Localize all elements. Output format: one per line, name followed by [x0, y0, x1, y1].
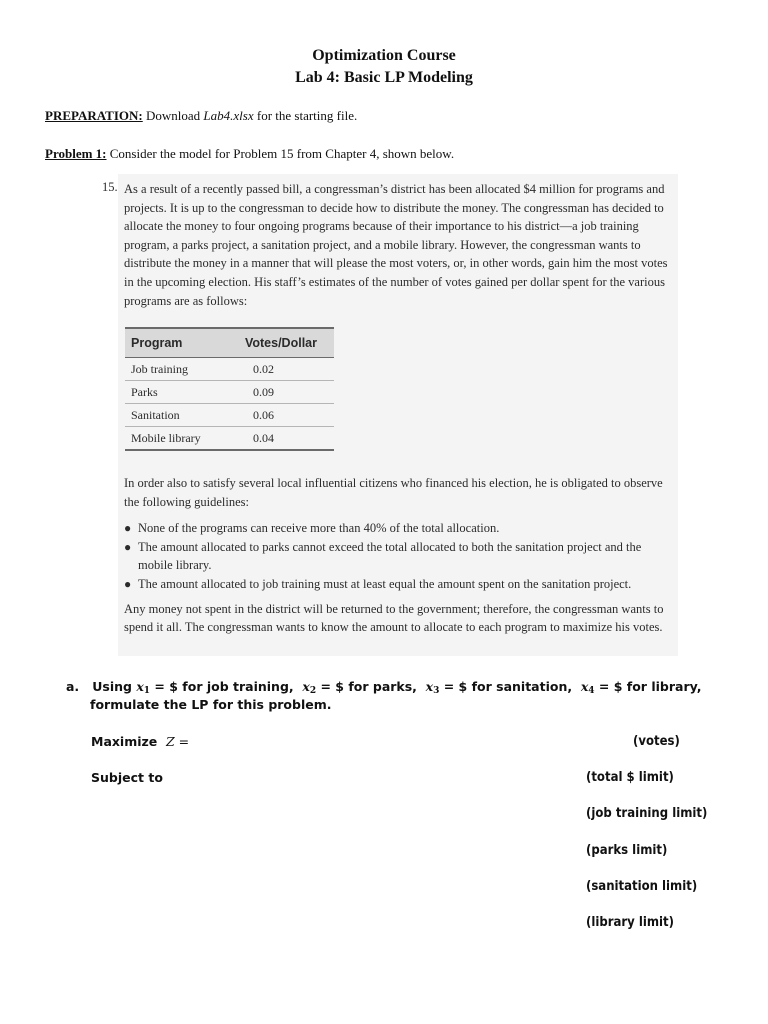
votes-table — [125, 327, 334, 451]
guideline-text: The amount allocated to job training must at least equal the amount spent on the sanitation project. — [138, 576, 632, 591]
subject-to-label: Subject to — [91, 770, 163, 785]
table-cell-votes: 0.04 — [215, 427, 334, 451]
problem1-text: Consider the model for Problem 15 from Chapter 4, shown below. — [109, 146, 455, 161]
preparation-file: Lab4.xlsx — [203, 108, 254, 123]
label-votes: (votes) — [633, 734, 680, 749]
part-a-line1: a. Using $x_1$ = $ for job training, $x_2$ = $ for parks, $x_3$ = $ for sanitation, $x_4$ = $ for library, — [66, 679, 702, 696]
table-cell-votes: 0.09 — [215, 381, 334, 404]
table-row — [125, 358, 334, 381]
list-item — [124, 519, 672, 538]
bullet-icon: ● — [124, 576, 132, 591]
problem-number: 15. — [102, 180, 118, 194]
guidelines-intro: In order also to satisfy several local influential citizens who financed his election, he is obligated to observe the following guidelines: — [124, 476, 663, 509]
preparation-text-after: for the starting file. — [253, 108, 358, 123]
label-job-training-limit: (job training limit) — [586, 806, 708, 821]
table-cell-program: Sanitation — [125, 404, 215, 427]
preparation-text-before: Download — [146, 108, 204, 123]
table-cell-program: Parks — [125, 381, 215, 404]
maximize-label: Maximize — [91, 734, 158, 749]
preparation-label: PREPARATION: — [45, 108, 143, 123]
bullet-icon: ● — [124, 521, 132, 536]
objective-z: Z = — [166, 734, 190, 749]
votes-table-header-votes: Votes/Dollar — [215, 328, 334, 358]
label-parks-limit: (parks limit) — [586, 843, 668, 858]
doc-title: Optimization Course — [312, 47, 456, 64]
votes-table-header-program: Program — [125, 328, 215, 358]
maximize-line — [91, 734, 189, 749]
var-x3-desc: $ for sanitation, — [458, 679, 573, 694]
closing-paragraph: Any money not spent in the district will be returned to the government; therefore, the congressman wants to spend it all. The congressman wants to know the amount to allocate to each program to maximize his votes. — [124, 601, 664, 635]
problem-intro: As a result of a recently passed bill, a congressman’s district has been allocated $4 million for programs and projects. It is up to the congressman to decide how to distribute the money. The congressman has decided to allocate the money to four ongoing programs because of their importance to his district—a job training program, a parks project, a sanitation project, and a mobile library. However, the congressman wants to distribute the money in a manner that will please the most voters, or, in other words, gain him the most votes in the upcoming election. His staff’s estimates of the number of votes gained per dollar spent for the various programs are as follows: — [124, 182, 668, 308]
table-row — [125, 404, 334, 427]
guidelines-list — [124, 519, 672, 593]
var-x4-desc: $ for library, — [613, 679, 702, 694]
var-x1-desc: $ for job training, — [169, 679, 294, 694]
guidelines-section — [124, 474, 672, 637]
list-item — [124, 538, 672, 575]
preparation-line — [45, 108, 357, 124]
part-a-letter: a. — [66, 679, 80, 694]
table-cell-votes: 0.06 — [215, 404, 334, 427]
list-item — [124, 575, 672, 594]
part-a-using: Using — [92, 679, 132, 694]
part-a-line2: formulate the LP for this problem. — [90, 697, 332, 712]
problem-15 — [102, 180, 672, 310]
table-cell-program: Job training — [125, 358, 215, 381]
table-row — [125, 427, 334, 451]
doc-subtitle: Lab 4: Basic LP Modeling — [295, 69, 473, 86]
textbook-excerpt — [102, 174, 678, 656]
problem1-line — [45, 146, 454, 162]
label-sanitation-limit: (sanitation limit) — [586, 879, 698, 894]
bullet-icon: ● — [124, 539, 132, 554]
guideline-text: The amount allocated to parks cannot exceed the total allocated to both the sanitation project and the mobile library. — [138, 539, 642, 573]
table-cell-program: Mobile library — [125, 427, 215, 451]
label-library-limit: (library limit) — [586, 915, 674, 930]
problem1-label: Problem 1: — [45, 146, 107, 161]
table-cell-votes: 0.02 — [215, 358, 334, 381]
guideline-text: None of the programs can receive more than 40% of the total allocation. — [138, 521, 500, 536]
table-row — [125, 381, 334, 404]
var-x2-desc: $ for parks, — [335, 679, 417, 694]
label-total-limit: (total $ limit) — [586, 770, 674, 785]
